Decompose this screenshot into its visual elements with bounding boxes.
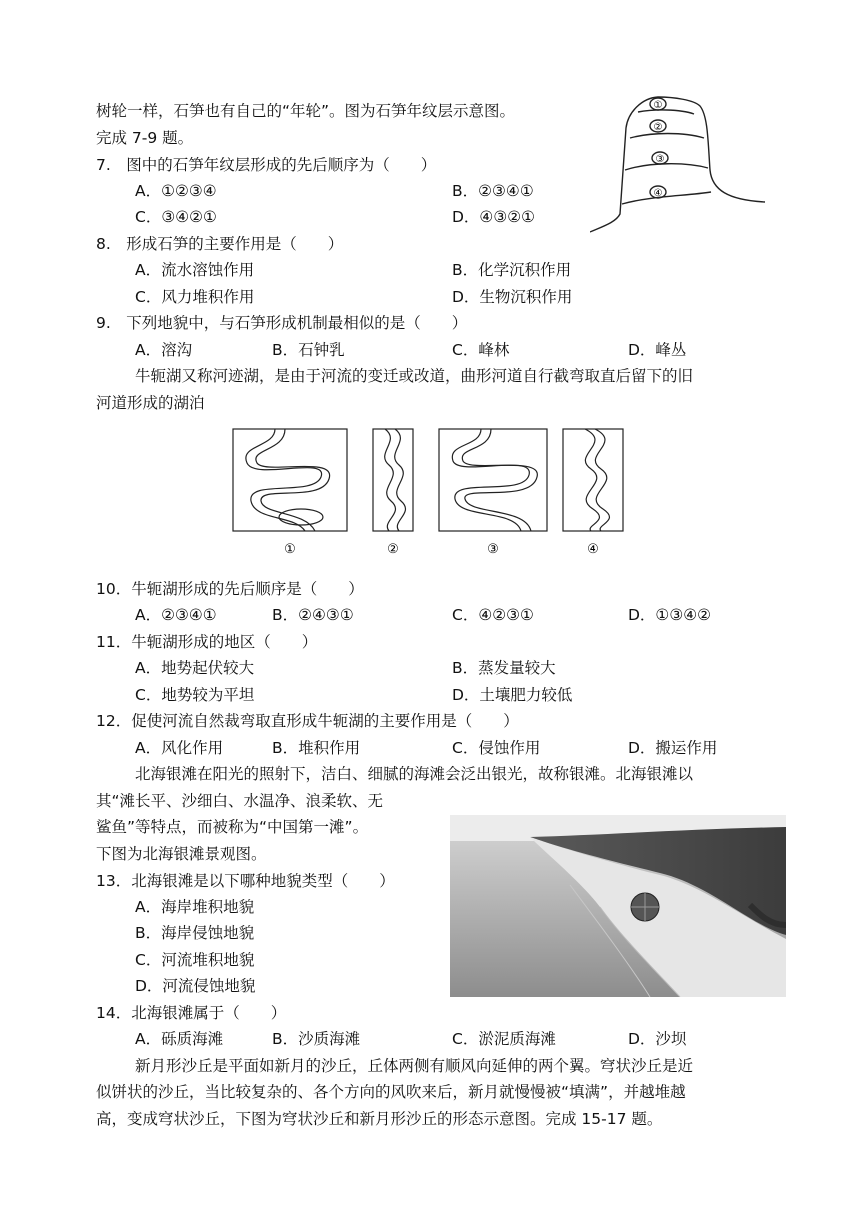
q12-option-b: B．堆积作用	[272, 739, 361, 757]
q12-option-c: C．侵蚀作用	[452, 739, 541, 757]
q11-option-b: B．蒸发量较大	[452, 659, 556, 677]
q12-option-d: D．搬运作用	[628, 739, 718, 757]
q14-option-c: C．淤泥质海滩	[452, 1030, 556, 1048]
q11-option-d: D．土壤肥力较低	[452, 686, 573, 704]
layer-label-1: ①	[653, 100, 663, 111]
oxbow-lake-figure	[225, 425, 635, 565]
q12-option-a: A．风化作用	[135, 739, 224, 757]
intro-text-line: 鲨鱼”等特点，而被称为“中国第一滩”。	[96, 818, 369, 836]
stalagmite-layer-line	[622, 192, 711, 204]
q9-option-b: B．石钟乳	[272, 341, 345, 359]
intro-text-line: 河道形成的湖泊	[96, 394, 205, 412]
panel-label-4: ④	[587, 542, 599, 557]
question-11-stem: 11．牛轭湖形成的地区（ ）	[96, 633, 318, 651]
q9-option-c: C．峰林	[452, 341, 510, 359]
q14-option-d: D．沙坝	[628, 1030, 687, 1048]
panel-label-2: ②	[387, 542, 399, 557]
q13-option-d: D．河流侵蚀地貌	[135, 977, 256, 995]
q14-option-a: A．砾质海滩	[135, 1030, 224, 1048]
q11-option-a: A．地势起伏较大	[135, 659, 255, 677]
layer-label-3: ③	[655, 154, 665, 165]
question-12-stem: 12．促使河流自然裁弯取直形成牛轭湖的主要作用是（ ）	[96, 712, 519, 730]
q10-option-d: D．①③④②	[628, 606, 712, 624]
q7-option-c: C．③④②①	[135, 208, 217, 226]
river-panel-4	[563, 429, 623, 531]
intro-text-line: 其“滩长平、沙细白、水温净、浪柔软、无	[96, 792, 384, 810]
intro-text-line: 牛轭湖又称河迹湖，是由于河流的变迁或改道，曲形河道自行截弯取直后留下的旧	[135, 367, 694, 385]
q10-option-a: A．②③④①	[135, 606, 217, 624]
beihai-silver-beach-photo	[450, 815, 786, 997]
question-7-stem: 7. 图中的石笋年纹层形成的先后顺序为（ ）	[96, 156, 437, 174]
intro-text-line: 北海银滩在阳光的照射下，洁白、细腻的海滩会泛出银光，故称银滩。北海银滩以	[135, 765, 694, 783]
layer-label-4: ④	[653, 188, 663, 199]
q14-option-b: B．沙质海滩	[272, 1030, 361, 1048]
panel-label-1: ①	[284, 542, 296, 557]
stalagmite-layer-line	[630, 134, 704, 139]
intro-text-line: 新月形沙丘是平面如新月的沙丘，丘体两侧有顺风向延伸的两个翼。穹状沙丘是近	[135, 1057, 694, 1075]
question-14-stem: 14．北海银滩属于（ ）	[96, 1004, 287, 1022]
stalagmite-layer-line	[625, 164, 708, 170]
q13-option-c: C．河流堆积地貌	[135, 951, 255, 969]
panel-label-3: ③	[487, 542, 499, 557]
layer-label-2: ②	[653, 122, 663, 133]
question-9-stem: 9. 下列地貌中，与石笋形成机制最相似的是（ ）	[96, 314, 468, 332]
q9-option-d: D．峰丛	[628, 341, 687, 359]
q8-option-a: A．流水溶蚀作用	[135, 261, 255, 279]
q10-option-b: B．②④③①	[272, 606, 354, 624]
q8-option-b: B．化学沉积作用	[452, 261, 572, 279]
stalagmite-layer-line	[638, 110, 694, 114]
q8-option-d: D．生物沉积作用	[452, 288, 573, 306]
q7-option-d: D．④③②①	[452, 208, 536, 226]
intro-text-line: 下图为北海银滩景观图。	[96, 845, 267, 863]
intro-text-line: 完成 7-9 题。	[96, 129, 194, 147]
question-8-stem: 8. 形成石笋的主要作用是（ ）	[96, 235, 344, 253]
q13-option-a: A．海岸堆积地貌	[135, 898, 255, 916]
stalagmite-layers-figure	[590, 92, 775, 234]
q10-option-c: C．④②③①	[452, 606, 534, 624]
q9-option-a: A．溶沟	[135, 341, 193, 359]
q8-option-c: C．风力堆积作用	[135, 288, 255, 306]
question-13-stem: 13．北海银滩是以下哪种地貌类型（ ）	[96, 872, 395, 890]
q13-option-b: B．海岸侵蚀地貌	[135, 924, 255, 942]
q7-option-a: A．①②③④	[135, 182, 217, 200]
oxbow-lake	[279, 509, 323, 525]
intro-text-line: 似饼状的沙丘，当比较复杂的、各个方向的风吹来后，新月就慢慢被“填满”，并越堆越	[96, 1083, 686, 1101]
intro-text-line: 高，变成穹状沙丘，下图为穹状沙丘和新月形沙丘的形态示意图。完成 15-17 题。	[96, 1110, 663, 1128]
intro-text-line: 树轮一样，石笋也有自己的“年轮”。图为石笋年纹层示意图。	[96, 102, 516, 120]
q7-option-b: B．②③④①	[452, 182, 534, 200]
q11-option-c: C．地势较为平坦	[135, 686, 255, 704]
question-10-stem: 10．牛轭湖形成的先后顺序是（ ）	[96, 580, 364, 598]
